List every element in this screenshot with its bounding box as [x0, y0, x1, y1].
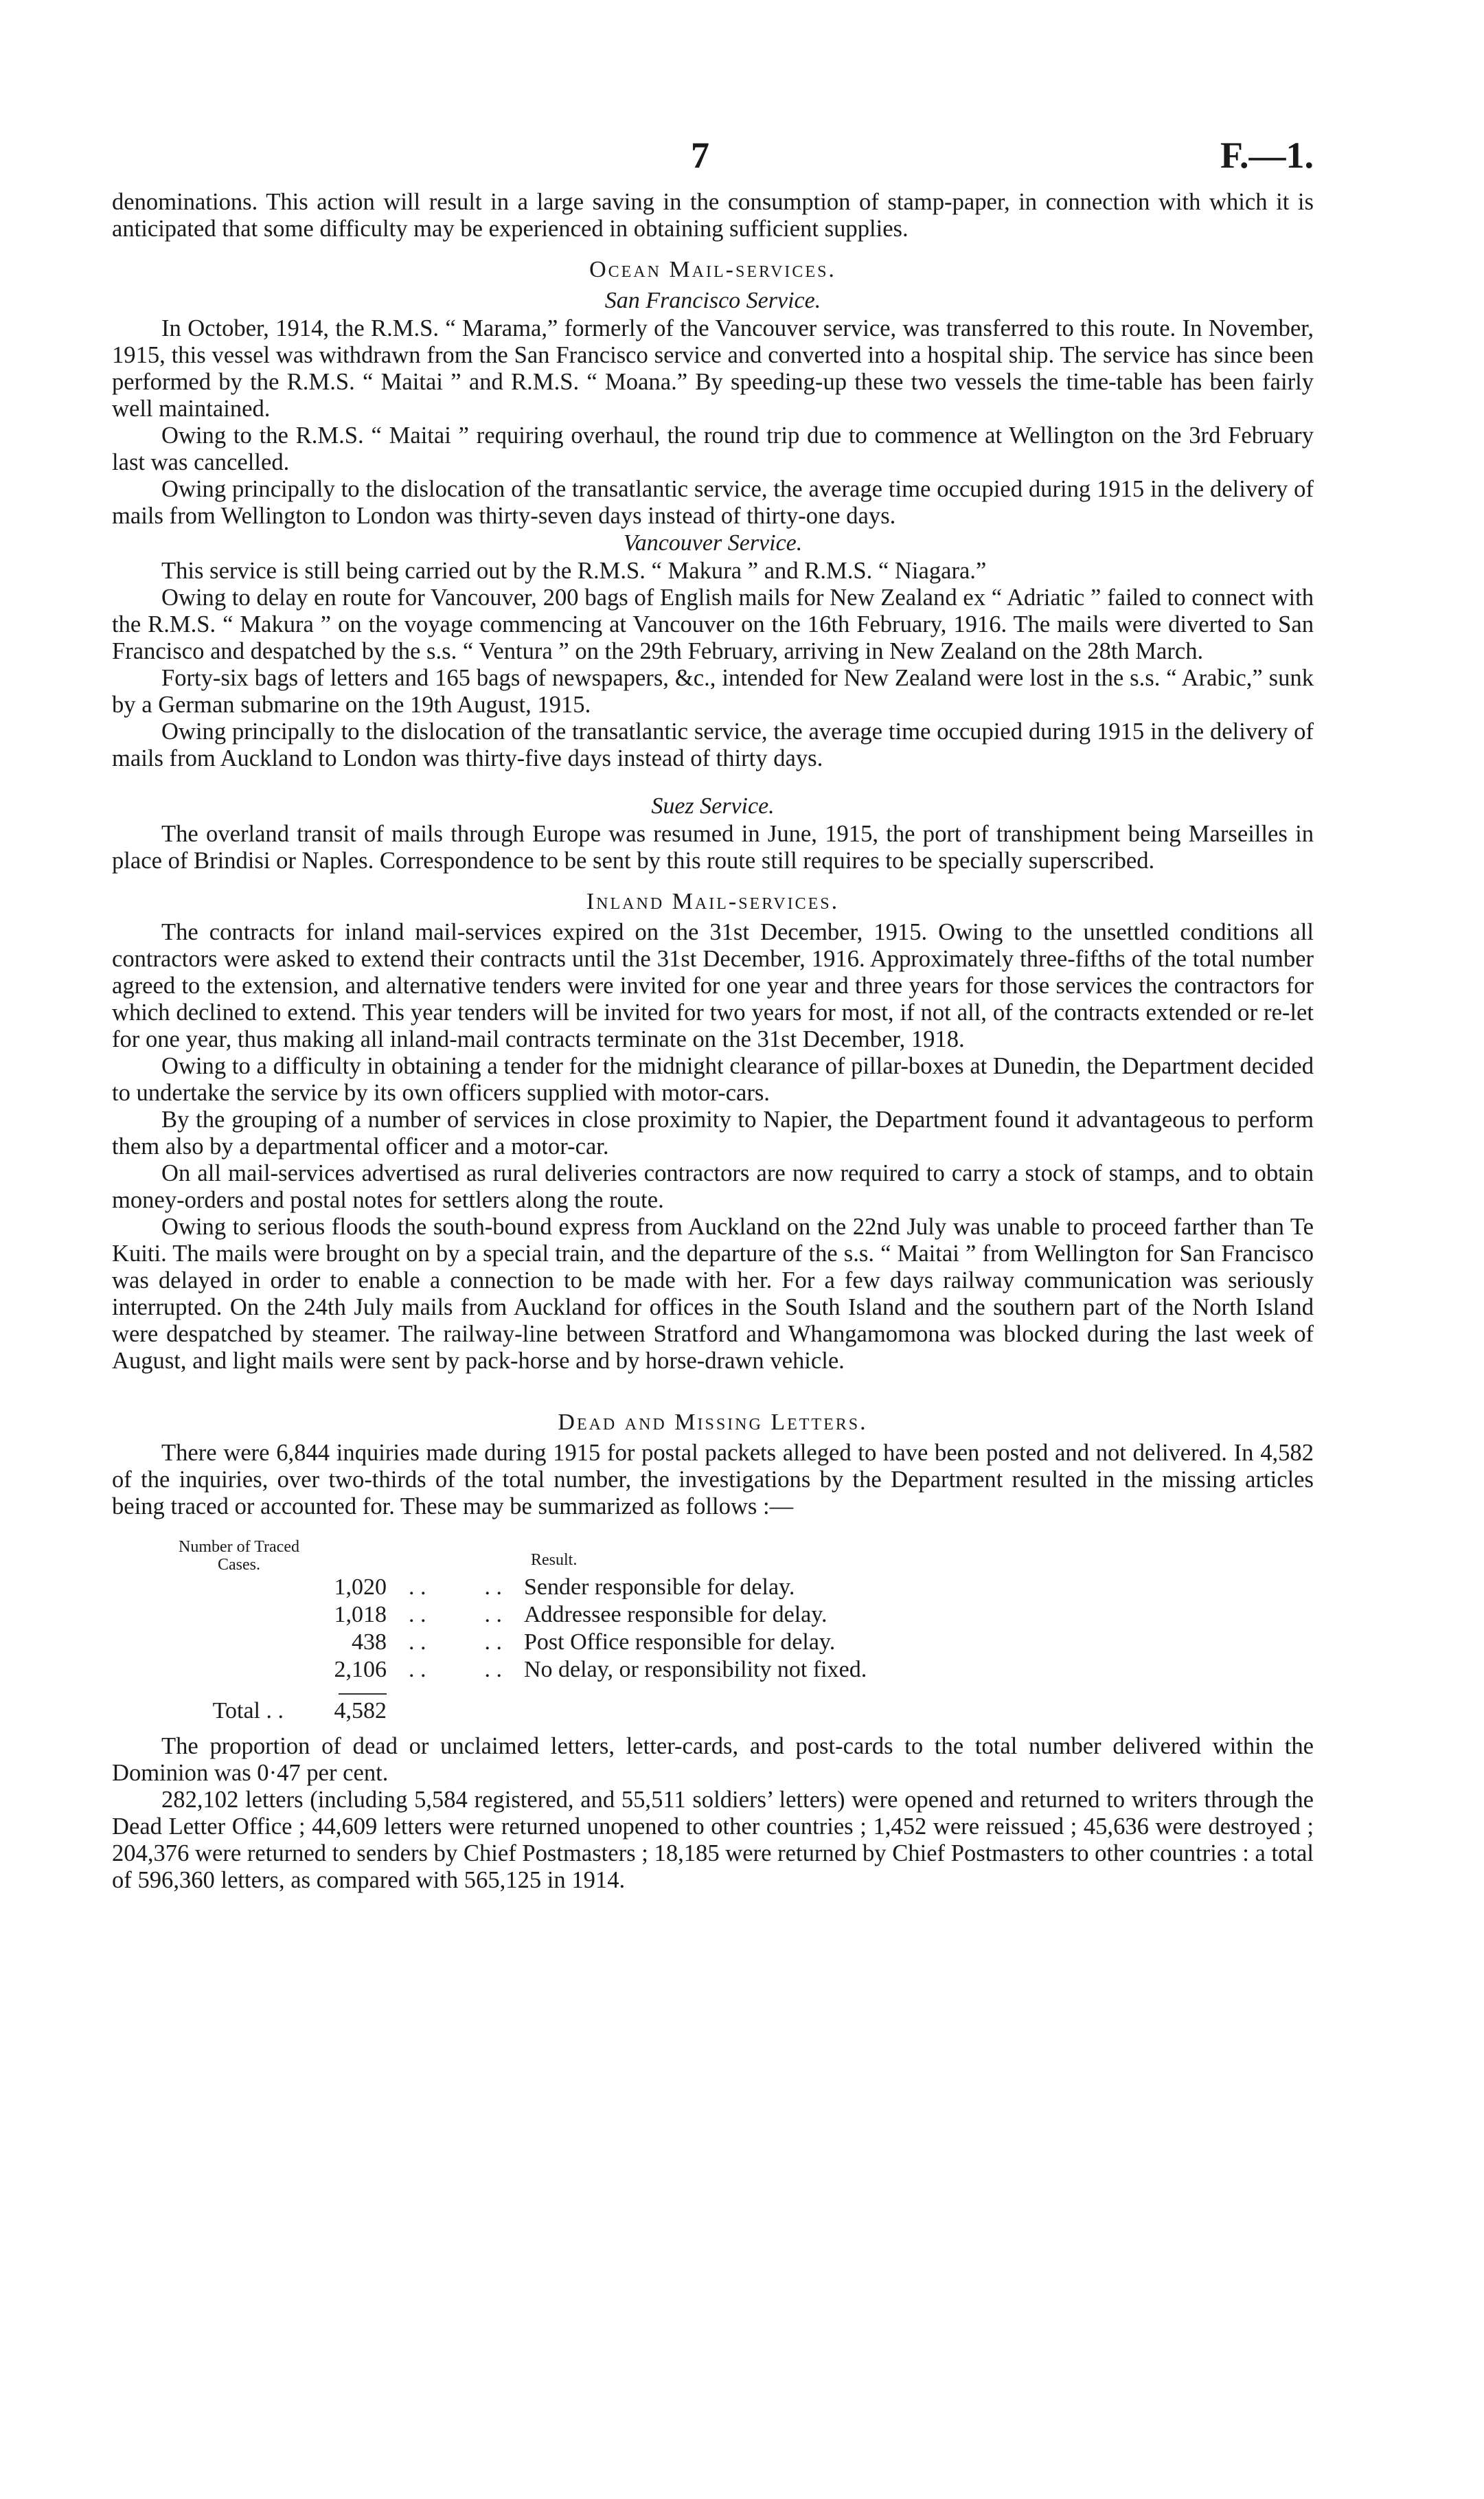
- leader-dots: . . . .: [409, 1574, 502, 1600]
- traced-result: Addressee responsible for delay.: [524, 1602, 827, 1627]
- paragraph: Forty-six bags of letters and 165 bags of newspapers, &c., intended for New Zealand were lost in the s.s. “ Arabic,” sunk by a German submarine on the 19th August, 1915.: [112, 665, 1314, 718]
- leader-dots: . . . .: [409, 1629, 502, 1655]
- traced-result: No delay, or responsibility not fixed.: [524, 1657, 867, 1682]
- paragraph: In October, 1914, the R.M.S. “ Marama,” formerly of the Vancouver service, was transferred to this route. In November, 1915, this vessel was withdrawn from the San Francisco service and converted into a hospital ship. The service has since been performed by the R.M.S. “ Maitai ” and R.M.S. “ Moana.” By speeding-up these two vessels the time-table has been fairly well maintained.: [112, 315, 1314, 422]
- traced-result: Sender responsible for delay.: [524, 1574, 795, 1600]
- paragraph: The contracts for inland mail-services expired on the 31st December, 1915. Owing to the unsettled conditions all contractors were asked to extend their contracts until the 31st December, 1916. Approximately three-fifths of the total number agreed to the extension, and alternative tenders were invited for one year and three years for those services the contractors for which declined to extend. This year tenders will be invited for two years for most, if not all, of the contracts extended or re-let for one year, thus making all inland-mail contracts terminate on the 31st December, 1918.: [112, 919, 1314, 1052]
- traced-count: 1,020: [334, 1574, 387, 1600]
- traced-cases-table: [112, 1530, 1314, 1726]
- leader-dots: . . . .: [409, 1602, 502, 1627]
- paragraph: Owing to a difficulty in obtaining a tender for the midnight clearance of pillar-boxes at Dunedin, the Department decided to undertake the service by its own officers supplied with motor-cars.: [112, 1053, 1314, 1106]
- paragraph: The proportion of dead or unclaimed letters, letter-cards, and post-cards to the total number delivered within the Dominion was 0·47 per cent.: [112, 1733, 1314, 1786]
- table-row: [112, 1656, 1314, 1684]
- total-rule: [339, 1693, 387, 1695]
- column-header-result: Result.: [531, 1551, 578, 1569]
- paragraph: The overland transit of mails through Europe was resumed in June, 1915, the port of transhipment being Marseilles in place of Brindisi or Naples. Correspondence to be sent by this route still requires to be specially superscribed.: [112, 821, 1314, 874]
- page-header: [112, 134, 1314, 189]
- paragraph: 282,102 letters (including 5,584 registered, and 55,511 soldiers’ letters) were opened and returned to writers through the Dead Letter Office ; 44,609 letters were returned unopened to other countries ; 1,452 were reissued ; 45,636 were destroyed ; 204,376 were returned to senders by Chief Postmasters ; 18,185 were returned by Chief Postmasters to other countries : a total of 596,360 letters, as compared with 565,125 in 1914.: [112, 1787, 1314, 1893]
- table-row: [112, 1574, 1314, 1601]
- suez-heading: Suez Service.: [651, 793, 775, 819]
- page-number: 7: [691, 135, 709, 176]
- traced-count: 438: [352, 1629, 387, 1655]
- body-text: [112, 189, 1314, 1894]
- paragraph: Owing to serious floods the south-bound express from Auckland on the 22nd July was unable to proceed farther than Te Kuiti. The mails were brought on by a special train, and the departure of the s.s. “ Maitai ” from Wellington for San Francisco was delayed in order to enable a connection to be made with her. For a few days railway communication was seriously interrupted. On the 24th July mails from Auckland for offices in the South Island and the southern part of the North Island were despatched by steamer. The railway-line between Stratford and Whangamomona was blocked during the last week of August, and light mails were sent by pack-horse and by horse-drawn vehicle.: [112, 1214, 1314, 1374]
- traced-count: 2,106: [334, 1657, 387, 1682]
- paragraph: By the grouping of a number of services in close proximity to Napier, the Department found it advantageous to perform them also by a departmental officer and a motor-car.: [112, 1107, 1314, 1160]
- table-header: [112, 1530, 1314, 1574]
- leader-dots: . . . .: [409, 1657, 502, 1682]
- intro-paragraph: denominations. This action will result in a large saving in the consumption of stamp-paper, in connection with which it is anticipated that some difficulty may be experienced in obtaining sufficient supplies.: [112, 189, 1314, 242]
- paragraph: Owing principally to the dislocation of the transatlantic service, the average time occupied during 1915 in the delivery of mails from Wellington to London was thirty-seven days instead of thirty-one days.: [112, 476, 1314, 529]
- table-row: [112, 1629, 1314, 1656]
- document-reference: F.—1.: [1220, 135, 1314, 176]
- table-row: [112, 1601, 1314, 1629]
- traced-result: Post Office responsible for delay.: [524, 1629, 836, 1655]
- total-row: [112, 1696, 1314, 1726]
- paragraph: On all mail-services advertised as rural deliveries contractors are now required to carry a stock of stamps, and to obtain money-orders and postal notes for settlers along the route.: [112, 1160, 1314, 1213]
- total-label: Total . .: [212, 1698, 284, 1723]
- total-value: 4,582: [334, 1698, 387, 1723]
- column-header-number: Number of Traced Cases.: [179, 1538, 299, 1574]
- dead-letters-heading: Dead and Missing Letters.: [558, 1410, 868, 1435]
- traced-count: 1,018: [334, 1602, 387, 1627]
- paragraph: There were 6,844 inquiries made during 1915 for postal packets alleged to have been posted and not delivered. In 4,582 of the inquiries, over two-thirds of the total number, the investigations by the Department resulted in the missing articles being traced or accounted for. These may be summarized as follows :—: [112, 1440, 1314, 1519]
- paragraph: Owing to the R.M.S. “ Maitai ” requiring overhaul, the round trip due to commence at Wellington on the 3rd February last was cancelled.: [112, 422, 1314, 475]
- vancouver-heading: Vancouver Service.: [623, 530, 803, 556]
- paragraph: This service is still being carried out by the R.M.S. “ Makura ” and R.M.S. “ Niagara.”: [161, 558, 987, 584]
- paragraph: Owing to delay en route for Vancouver, 200 bags of English mails for New Zealand ex “ Adriatic ” failed to connect with the R.M.S. “ Makura ” on the voyage commencing at Vancouver on the 16th February, 1916. The mails were diverted to San Francisco and despatched by the s.s. “ Ventura ” on the 29th February, arriving in New Zealand on the 28th March.: [112, 585, 1314, 664]
- inland-mail-heading: Inland Mail-services.: [586, 889, 840, 914]
- paragraph: Owing principally to the dislocation of the transatlantic service, the average time occupied during 1915 in the delivery of mails from Auckland to London was thirty-five days instead of thirty days.: [112, 719, 1314, 771]
- document-page: [112, 134, 1314, 1894]
- ocean-mail-heading: Ocean Mail-services.: [589, 257, 836, 282]
- san-francisco-heading: San Francisco Service.: [604, 288, 821, 313]
